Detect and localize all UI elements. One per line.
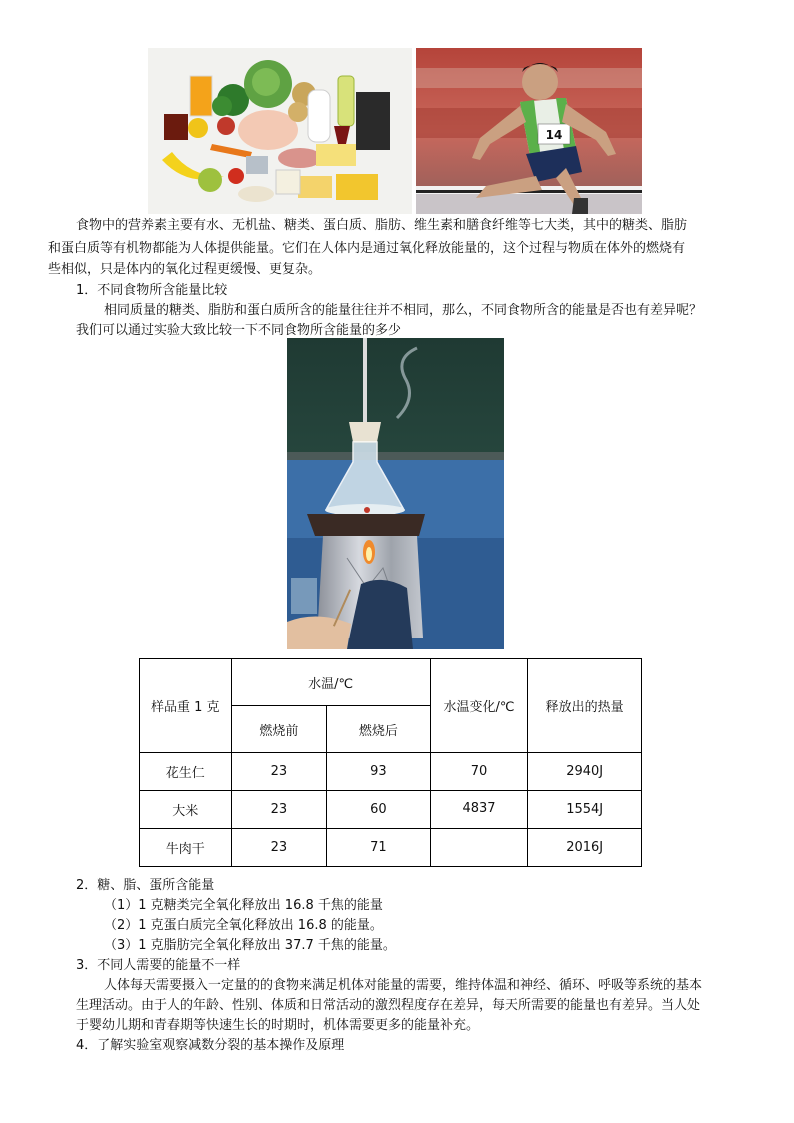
section-2-heading: 2．糖、脂、蛋所含能量 [76, 878, 215, 893]
section-3-line-1: 人体每天需要摄入一定量的的食物来满足机体对能量的需要，维持体温和神经、循环、呼吸等系统的基本 [104, 978, 703, 993]
row-after: 71 [327, 829, 431, 867]
row-heat: 2940J [528, 753, 642, 791]
section-4-heading: 4．了解实验室观察减数分裂的基本操作及原理 [76, 1038, 345, 1053]
food-illustration [148, 48, 412, 214]
energy-table [139, 658, 642, 867]
row-change: 4837 [430, 791, 528, 829]
hurdler-illustration [416, 48, 642, 214]
section-3-line-2: 生理活动。由于人的年龄、性别、体质和日常活动的激烈程度存在差异，每天所需要的能量也有差异。当人处 [76, 998, 701, 1013]
intro-line-1: 食物中的营养素主要有水、无机盐、糖类、蛋白质、脂肪、维生素和膳食纤维等七大类，其中的糖类、脂肪 [76, 218, 688, 233]
experiment-illustration [287, 338, 504, 649]
section-2-item-3: （3）1 克脂肪完全氧化释放出 37.7 千焦的能量。 [104, 938, 396, 953]
header-after: 燃烧后 [327, 706, 431, 753]
header-temp-change: 水温变化/℃ [430, 659, 528, 753]
header-before: 燃烧前 [231, 706, 327, 753]
section-2-item-2: （2）1 克蛋白质完全氧化释放出 16.8 的能量。 [104, 918, 383, 933]
table-row [140, 829, 642, 867]
row-name: 花生仁 [140, 753, 232, 791]
section-1-heading: 1．不同食物所含能量比较 [76, 283, 228, 298]
row-heat: 2016J [528, 829, 642, 867]
row-after: 93 [327, 753, 431, 791]
section-2-item-1: （1）1 克糖类完全氧化释放出 16.8 千焦的能量 [104, 898, 383, 913]
section-3-line-3: 于婴幼儿期和青春期等快速生长的时期时，机体需要更多的能量补充。 [76, 1018, 480, 1033]
table-row [140, 753, 642, 791]
intro-line-2: 和蛋白质等有机物都能为人体提供能量。它们在人体内是通过氧化释放能量的，这个过程与物质在体外的燃烧有 [48, 241, 686, 256]
bib-number: 14 [545, 128, 563, 142]
section-3-heading: 3．不同人需要的能量不一样 [76, 958, 241, 973]
food-photo [148, 48, 412, 214]
row-before: 23 [231, 791, 327, 829]
row-after: 60 [327, 791, 431, 829]
row-before: 23 [231, 829, 327, 867]
row-name: 大米 [140, 791, 232, 829]
row-before: 23 [231, 753, 327, 791]
hurdler-photo [416, 48, 642, 214]
row-name: 牛肉干 [140, 829, 232, 867]
section-1-para-line-1: 相同质量的糖类、脂肪和蛋白质所含的能量往往并不相同，那么，不同食物所含的能量是否也有差异呢？ [104, 303, 703, 318]
row-change: 70 [430, 753, 528, 791]
section-1-para-line-2: 我们可以通过实验大致比较一下不同食物所含能量的多少 [76, 323, 402, 338]
experiment-photo [287, 338, 504, 649]
row-change [430, 829, 528, 867]
header-water-temp: 水温/℃ [231, 659, 430, 706]
intro-line-3: 些相似，只是体内的氧化过程更缓慢、更复杂。 [48, 262, 322, 277]
row-heat: 1554J [528, 791, 642, 829]
header-heat: 释放出的热量 [528, 659, 642, 753]
header-sample: 样品重 1 克 [140, 659, 232, 753]
table-row [140, 791, 642, 829]
